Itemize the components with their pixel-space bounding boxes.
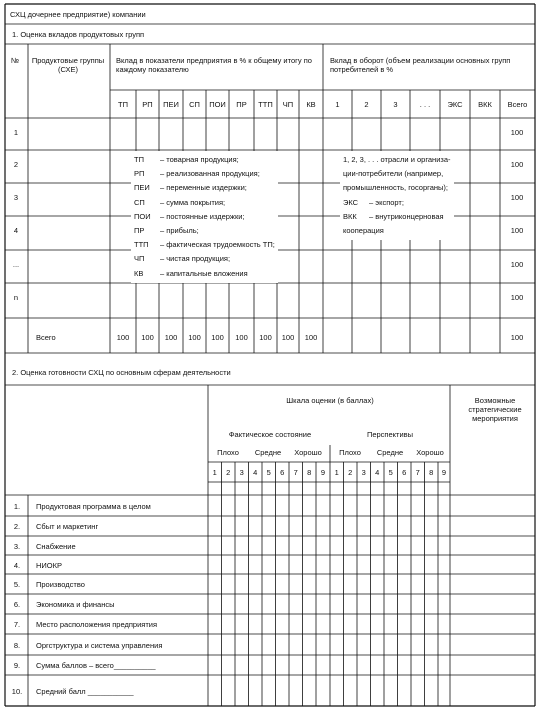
legend-desc: – фактическая трудоемкость ТП; <box>160 240 275 250</box>
turnover-header: Вклад в оборот (объем реализации основных групп потребителей в % <box>330 56 511 74</box>
legend-desc: 1, 2, 3, . . . отрасли и организа- <box>343 155 451 164</box>
legend-entry <box>134 238 275 252</box>
indicator-header: РП <box>142 100 153 109</box>
area-number: 1. <box>13 502 21 511</box>
legend-desc: – реализованная продукция; <box>160 169 260 179</box>
legend-entry <box>343 181 451 195</box>
legend-entry <box>134 210 275 224</box>
legend-entry <box>343 153 451 167</box>
area-number: 4. <box>13 561 21 570</box>
legend-abbr: ПР <box>134 226 145 236</box>
legend-desc: – товарная продукция; <box>160 155 239 164</box>
indicator-header: ПОИ <box>209 100 226 109</box>
col-number-header: № <box>10 56 20 65</box>
area-number: 3. <box>13 542 21 551</box>
total-value: 100 <box>304 333 318 342</box>
indicator-header: ПЕИ <box>163 100 179 109</box>
row-number: ... <box>12 260 20 269</box>
row-total: 100 <box>510 226 524 235</box>
indicator-header: ЧП <box>282 100 294 109</box>
area-label: НИОКР <box>36 561 63 570</box>
total-value: 100 <box>259 333 272 342</box>
score-digit: 3 <box>239 468 244 477</box>
area-number: 6. <box>13 600 21 609</box>
level-label: Средне <box>376 448 404 457</box>
prospects-header: Перспективы <box>366 430 414 439</box>
legend-desc: – сумма покрытия; <box>160 197 226 207</box>
indicator-header: СП <box>189 100 200 109</box>
indicator-header: ТТП <box>258 100 273 109</box>
consumer-header: 1 <box>335 100 340 109</box>
legend-abbr: ПОИ <box>134 211 151 221</box>
legend-abbr: ТП <box>134 155 144 164</box>
legend-entry <box>343 210 451 224</box>
area-number: 5. <box>13 580 21 589</box>
total-all: 100 <box>510 333 524 342</box>
total-value: 100 <box>188 333 201 342</box>
legend-right <box>340 151 454 240</box>
score-digit: 9 <box>441 468 447 477</box>
row-total: 100 <box>510 193 524 202</box>
legend-entry <box>343 167 451 181</box>
legend-desc: – прибыль; <box>160 226 199 236</box>
score-digit: 1 <box>334 468 339 477</box>
area-label: Оргструктура и система управления <box>36 641 163 650</box>
score-digit: 8 <box>429 468 434 477</box>
legend-entry <box>134 196 275 210</box>
legend-desc: ции-потребители (например, <box>343 169 444 179</box>
legend-desc: – переменные издержки; <box>160 183 247 193</box>
total-value: 100 <box>235 333 248 342</box>
indicator-header: ТП <box>118 100 128 109</box>
area-number: 7. <box>13 620 21 629</box>
score-digit: 2 <box>226 468 231 477</box>
indicator-header: КВ <box>306 100 316 109</box>
legend-entry <box>134 224 275 238</box>
level-label: Плохо <box>217 448 239 457</box>
scale-header: Шкала оценки (в баллах) <box>286 396 374 405</box>
total-label: Всего <box>36 333 56 342</box>
area-label: Средний балл ___________ <box>36 687 134 696</box>
col-groups-header: Продуктовые группы (СХЕ) <box>31 56 105 74</box>
row-number: 4 <box>13 226 19 235</box>
score-digit: 5 <box>388 468 393 477</box>
legend-abbr: ВКК <box>343 211 357 221</box>
area-label: Производство <box>36 580 85 589</box>
legend-desc: кооперация <box>343 226 384 236</box>
legend-entry <box>134 252 275 266</box>
area-label: Сбыт и маркетинг <box>36 522 99 531</box>
row-number: n <box>13 293 19 302</box>
total-value: 100 <box>164 333 178 342</box>
score-digit: 6 <box>402 468 407 477</box>
legend-abbr: СП <box>134 197 145 207</box>
row-number: 3 <box>13 193 19 202</box>
form-title: СХЦ дочернее предприятие) компании <box>10 10 146 19</box>
legend-left <box>131 151 278 283</box>
legend-abbr: ЧП <box>134 254 145 264</box>
measures-header: Возможные стратегические мероприятия <box>468 396 522 423</box>
area-label: Снабжение <box>36 542 76 551</box>
area-number: 8. <box>13 641 21 650</box>
score-digit: 7 <box>415 468 420 477</box>
row-total: 100 <box>510 160 524 169</box>
consumer-header: 3 <box>393 100 398 109</box>
level-label: Плохо <box>339 448 361 457</box>
row-number: 1 <box>13 128 19 137</box>
legend-abbr: ТТП <box>134 240 149 250</box>
consumer-header: ВКК <box>478 100 492 109</box>
section-1-heading: 1. Оценка вкладов продуктовых групп <box>12 30 145 39</box>
legend-entry <box>134 153 275 167</box>
legend-abbr: ЭКС <box>343 197 359 207</box>
area-label: Экономика и финансы <box>36 600 115 609</box>
level-label: Хорошо <box>416 448 444 457</box>
score-digit: 4 <box>253 468 258 477</box>
score-digit: 5 <box>266 468 271 477</box>
area-number: 9. <box>13 661 21 670</box>
legend-abbr: КВ <box>134 268 144 278</box>
consumer-header: ЭКС <box>447 100 463 109</box>
indicator-header: ПР <box>236 100 247 109</box>
total-value: 100 <box>116 333 130 342</box>
level-label: Хорошо <box>294 448 322 457</box>
score-digit: 7 <box>293 468 298 477</box>
legend-desc: – постоянные издержки; <box>160 211 245 221</box>
score-digit: 1 <box>212 468 217 477</box>
area-number: 2. <box>13 522 21 531</box>
score-digit: 6 <box>280 468 285 477</box>
score-digit: 9 <box>320 468 326 477</box>
score-digit: 4 <box>375 468 380 477</box>
legend-desc: – внутриконцерновая <box>369 211 444 221</box>
legend-desc: – экспорт; <box>369 197 404 207</box>
area-label: Сумма баллов – всего__________ <box>36 661 156 670</box>
total-value: 100 <box>141 333 154 342</box>
legend-entry <box>343 196 451 210</box>
total-value: 100 <box>211 333 224 342</box>
legend-entry <box>134 167 275 181</box>
area-label: Место расположения предприятия <box>36 620 158 629</box>
score-digit: 2 <box>348 468 353 477</box>
consumer-header: . . . <box>419 100 431 109</box>
score-digit: 3 <box>361 468 366 477</box>
legend-entry <box>134 267 275 281</box>
actual-state-header: Фактическое состояние <box>228 430 312 439</box>
consumer-header: Всего <box>507 100 528 109</box>
row-total: 100 <box>510 128 524 137</box>
row-number: 2 <box>13 160 19 169</box>
legend-entry <box>134 181 275 195</box>
score-digit: 8 <box>307 468 312 477</box>
consumer-header: 2 <box>364 100 369 109</box>
legend-abbr: РП <box>134 169 145 179</box>
legend-desc: – чистая продукция; <box>160 254 231 264</box>
level-label: Средне <box>254 448 282 457</box>
area-label: Продуктовая программа в целом <box>36 502 151 511</box>
contribution-header: Вклад в показатели предприятия в % к общему итогу по каждому показателю <box>116 56 312 74</box>
row-total: 100 <box>510 260 524 269</box>
section-2-heading: 2. Оценка готовности СХЦ по основным сферам деятельности <box>12 368 231 377</box>
legend-desc: промышленность, госорганы); <box>343 183 449 193</box>
legend-entry <box>343 224 451 238</box>
total-value: 100 <box>281 333 295 342</box>
area-number: 10. <box>11 687 23 696</box>
row-total: 100 <box>510 293 524 302</box>
legend-abbr: ПЕИ <box>134 183 150 193</box>
legend-desc: – капитальные вложения <box>160 268 248 278</box>
